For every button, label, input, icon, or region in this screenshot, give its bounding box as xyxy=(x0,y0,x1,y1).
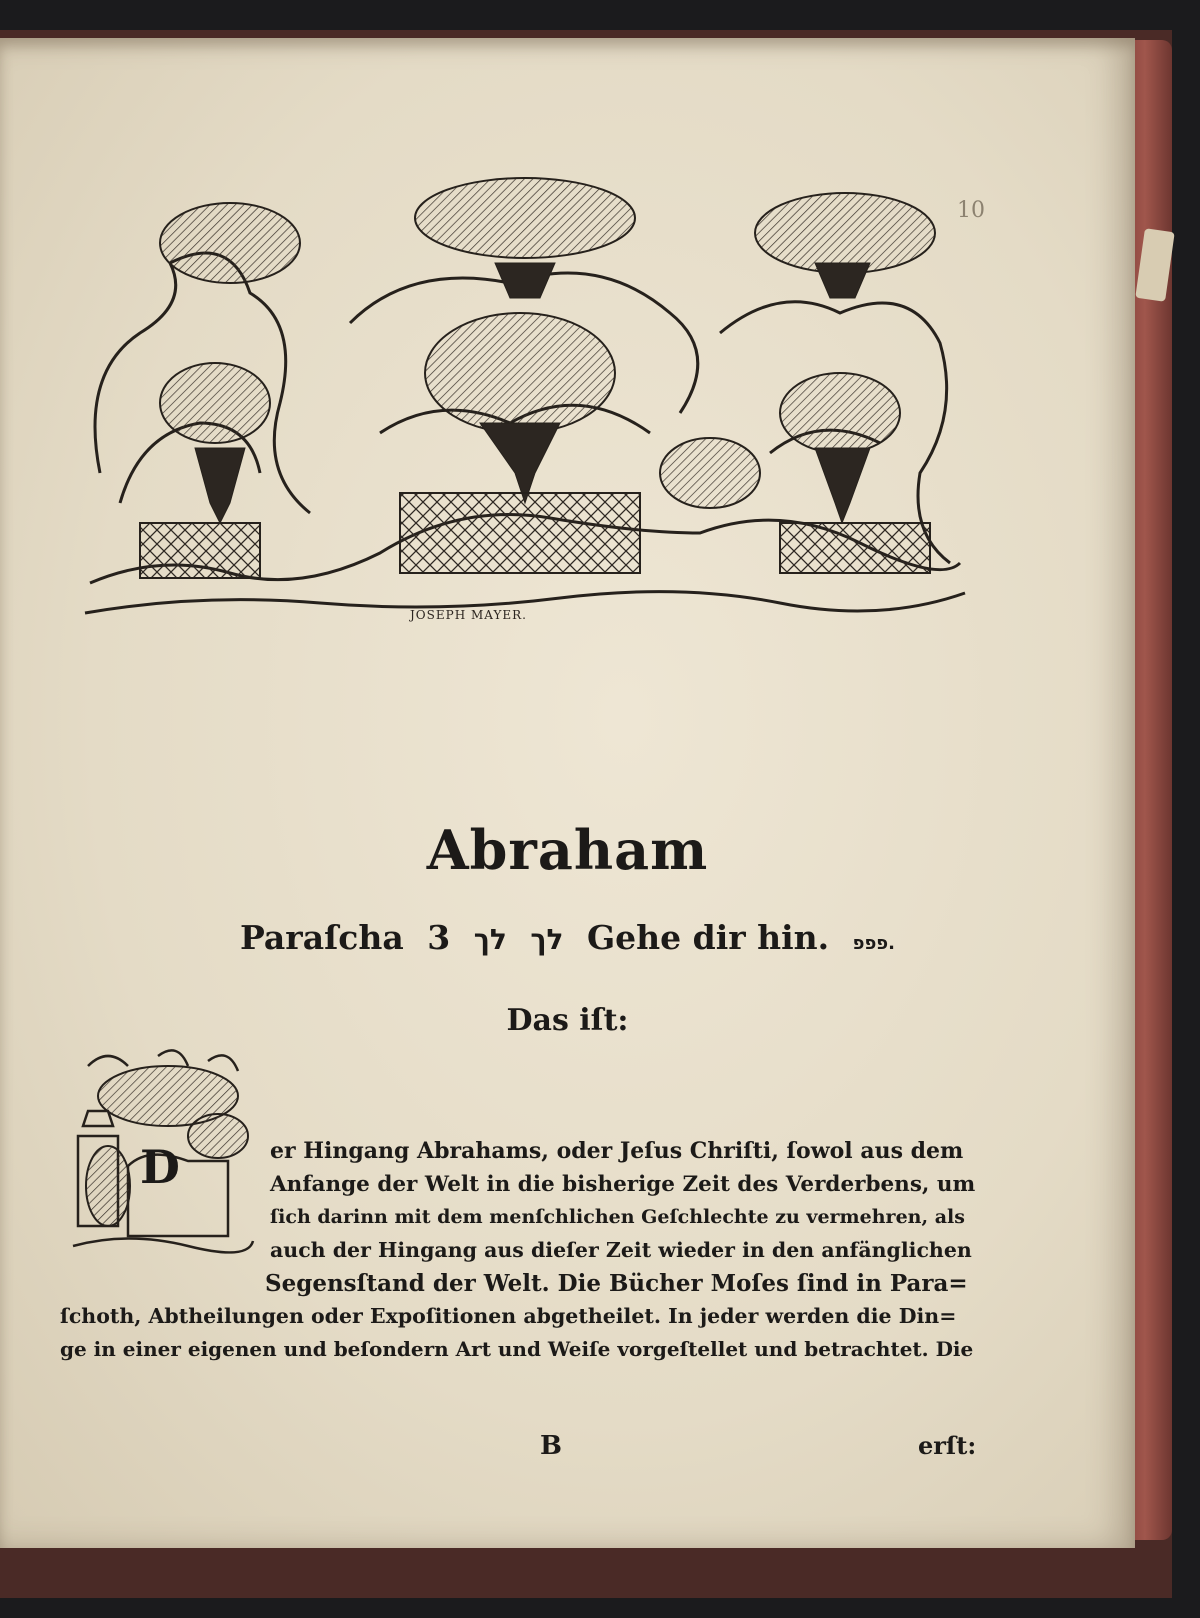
signature-mark: B xyxy=(540,1431,562,1461)
drop-cap: D xyxy=(140,1140,180,1194)
book-page xyxy=(0,38,1135,1548)
text-line: ge in einer eigenen und beſondern Art und Weiſe vorgeſtellet und betrachtet. Die xyxy=(60,1337,974,1361)
catchword: erſt: xyxy=(918,1431,977,1460)
subheading: Das iſt: xyxy=(506,1003,629,1038)
hebrew-word-1: לך xyxy=(530,923,564,956)
page-number: 10 xyxy=(957,198,985,223)
body-text xyxy=(60,1135,975,1366)
page-title: Abraham xyxy=(426,818,709,882)
text-line: er Hingang Abrahams, oder Jeſus Chriſti, ſowol aus dem xyxy=(270,1138,964,1164)
parasha-label: Paraſcha xyxy=(240,918,404,957)
parasha-number: 3 xyxy=(427,918,451,957)
hebrew-word-2: לך xyxy=(473,923,507,956)
engraver-signature: JOSEPH MAYER. xyxy=(410,608,527,622)
text-line: auch der Hingang aus dieſer Zeit wieder in den anfänglichen xyxy=(270,1238,972,1262)
text-line: ſchoth, Abtheilungen oder Expoſitionen abgetheilet. In jeder werden die Din= xyxy=(60,1304,957,1328)
parasha-marks: פפפ. xyxy=(852,933,895,954)
parasha-heading xyxy=(0,918,1135,957)
ornamental-vignette xyxy=(80,173,970,628)
text-line: ſich darinn mit dem menſchlichen Geſchlechte zu vermehren, als xyxy=(270,1206,965,1228)
text-line: Segensſtand der Welt. Die Bücher Moſes ſind in Para= xyxy=(265,1270,968,1297)
parasha-translation: Gehe dir hin. xyxy=(586,918,830,957)
text-line: Anfange der Welt in die bisherige Zeit des Verderbens, um xyxy=(270,1172,976,1197)
